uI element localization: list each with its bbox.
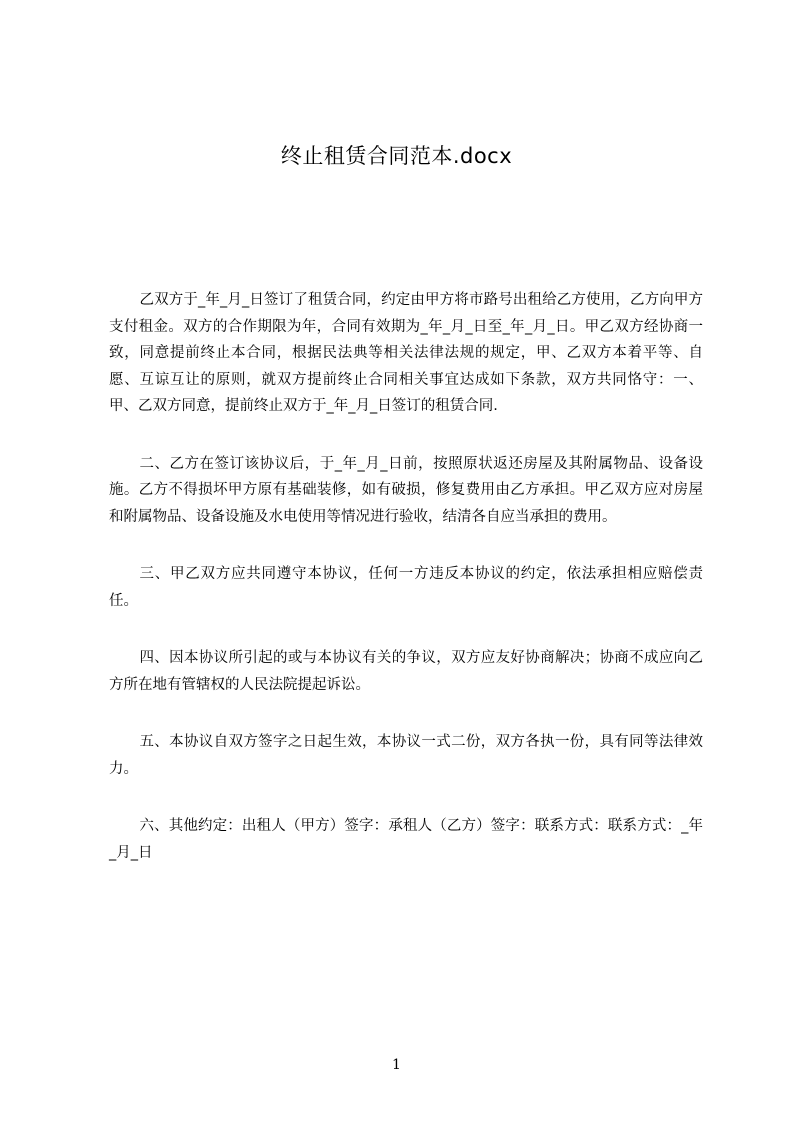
page-number: 1 xyxy=(392,1057,401,1073)
paragraph-dispute-resolution: 四、因本协议所引起的或与本协议有关的争议，双方应友好协商解决；协商不成应向乙方所在地有管辖权的人民法院提起诉讼。 xyxy=(109,650,703,693)
paragraph-return-premises: 二、乙方在签订该协议后，于_年_月_日前，按照原状返还房屋及其附属物品、设备设施。乙方不得损坏甲方原有基础装修，如有破损，修复费用由乙方承担。甲乙双方应对房屋和附属物品、设备设施及水电使用等情况进行验收，结清各自应当承担的费用。 xyxy=(109,455,703,525)
paragraph-liability: 三、甲乙双方应共同遵守本协议，任何一方违反本协议的约定，依法承担相应赔偿责任。 xyxy=(109,566,703,609)
paragraph-other-terms: 六、其他约定：出租人（甲方）签字：承租人（乙方）签字：联系方式：联系方式：_年_月_日 xyxy=(109,818,703,861)
paragraph-termination-agreement: 乙双方于_年_月_日签订了租赁合同，约定由甲方将市路号出租给乙方使用，乙方向甲方支付租金。双方的合作期限为年，合同有效期为_年_月_日至_年_月_日。甲乙双方经协商一致，同意提前终止本合同，根据民法典等相关法律法规的规定，甲、乙双方本着平等、自愿、互谅互让的原则，就双方提前终止合同相关事宜达成如下条款，双方共同恪守：一、甲、乙双方同意，提前终止双方于_年_月_日签订的租赁合同. xyxy=(109,292,703,414)
document-title: 终止租赁合同范本.docx xyxy=(280,144,513,168)
document-body xyxy=(109,287,703,897)
paragraph-effectiveness: 五、本协议自双方签字之日起生效，本协议一式二份，双方各执一份，具有同等法律效力。 xyxy=(109,734,703,777)
